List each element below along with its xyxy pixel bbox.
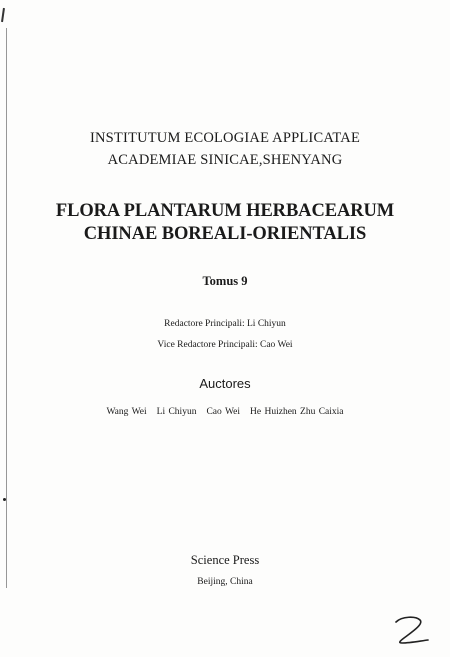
institute-line-2: ACADEMIAE SINICAE,SHENYANG [107,152,343,168]
margin-dot [3,498,6,501]
book-title-line-2: CHINAE BOREALI-ORIENTALIS [83,224,367,244]
handwritten-page-mark [390,614,434,646]
page-edge-line [6,28,7,588]
publisher-city: Beijing, China [197,577,253,587]
book-title-line-1: FLORA PLANTARUM HERBACEARUM [55,201,395,221]
volume-number: Tomus 9 [202,274,248,288]
margin-mark [1,8,5,22]
author-name: Cao Wei [206,407,241,417]
authors-heading: Auctores [199,376,251,391]
authors-list [0,407,450,417]
author-name: Li Chiyun [156,407,197,417]
institute-line-1: INSTITUTUM ECOLOGIAE APPLICATAE [89,130,361,146]
author-name: He Huizhen Zhu Caixia [250,407,344,417]
principal-editor: Redactore Principali: Li Chiyun [164,319,286,329]
author-name: Wang Wei [106,407,147,417]
vice-editor: Vice Redactore Principali: Cao Wei [157,340,293,350]
publisher-name: Science Press [190,553,260,567]
